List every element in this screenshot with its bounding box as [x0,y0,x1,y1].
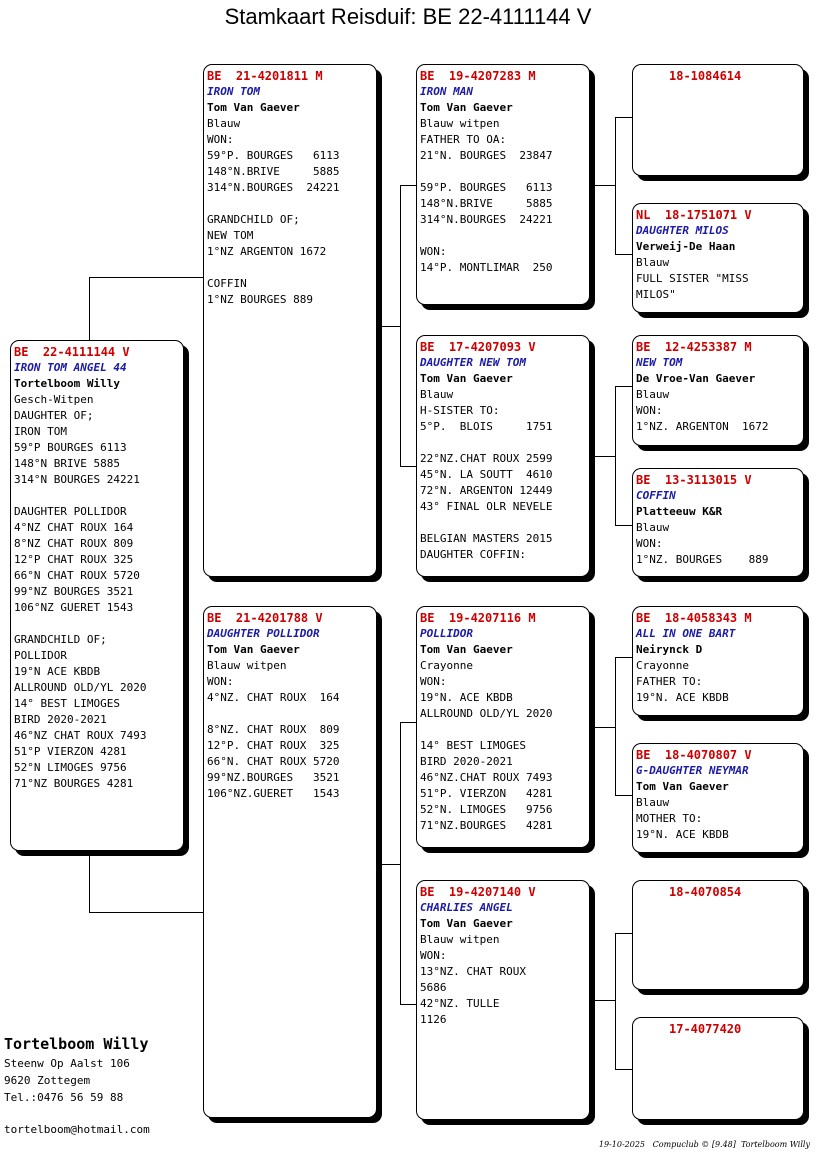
pigeon-details [636,520,799,568]
ring-number: 18-4070854 [669,885,742,899]
connector-line [615,117,633,118]
detail-line: FULL SISTER "MISS [636,272,749,285]
detail-line [420,515,585,531]
footer-credit: 19-10-2025 Compuclub © [9.48] Tortelboom Willy [598,1140,810,1149]
connector-line [400,722,401,1005]
pigeon-card-mf[interactable] [416,606,590,848]
breeder-name: Platteeuw K&R [636,505,723,518]
detail-line [14,488,179,504]
breeder-name: Verweij-De Haan [636,240,736,253]
detail-line: DAUGHTER POLLIDOR [14,505,127,518]
breeder-name: Tortelboom Willy [14,377,120,390]
detail-line: 148°N.BRIVE 5885 [420,197,553,210]
detail-line: 22°NZ.CHAT ROUX 2599 [420,452,553,465]
pigeon-details [636,658,799,706]
detail-line: 71°NZ BOURGES 4281 [14,777,134,790]
detail-line: Gesch-Witpen [14,393,94,406]
detail-line: BELGIAN MASTERS 2015 [420,532,553,545]
ring-number: BE 19-4207116 M [420,611,536,625]
detail-line: WON: [420,675,447,688]
connector-line [615,657,633,658]
connector-line [615,795,633,796]
breeder-name: Tom Van Gaever [420,643,513,656]
detail-line: GRANDCHILD OF; [14,633,107,646]
detail-line: 71°NZ.BOURGES 4281 [420,819,553,832]
detail-line: 8°NZ CHAT ROUX 809 [14,537,134,550]
pigeon-name: COFFIN [636,489,676,502]
ring-number: BE 19-4207283 M [420,69,536,83]
detail-line: FATHER TO: [636,675,703,688]
pigeon-card-ffm[interactable] [632,203,804,313]
detail-line [420,228,585,244]
detail-line: Blauw witpen [207,659,287,672]
detail-line: 52°N. LIMOGES 9756 [420,803,553,816]
owner-email: tortelboom@hotmail.com [4,1123,150,1136]
detail-line [207,260,372,276]
detail-line [420,164,585,180]
ring-number: BE 18-4058343 M [636,611,752,625]
pigeon-details [207,658,372,802]
breeder-name: Tom Van Gaever [420,372,513,385]
detail-line: 1°NZ ARGENTON 1672 [207,245,327,258]
detail-line: 19°N. ACE KBDB [636,691,729,704]
detail-line: ALLROUND OLD/YL 2020 [14,681,147,694]
detail-line: 148°N BRIVE 5885 [14,457,120,470]
pigeon-card-fm[interactable] [416,335,590,577]
detail-line: ALLROUND OLD/YL 2020 [420,707,553,720]
page-title: Stamkaart Reisduif: BE 22-4111144 V [224,4,592,29]
pigeon-card-subject[interactable] [10,340,184,851]
pigeon-details [14,392,179,792]
connector-line [615,254,633,255]
detail-line: Crayonne [636,659,689,672]
pigeon-card-mmm[interactable] [632,1017,804,1120]
connector-line [593,727,616,728]
detail-line: MOTHER TO: [636,812,703,825]
pigeon-name: NEW TOM [636,356,683,369]
detail-line: MILOS" [636,288,676,301]
ring-number: BE 21-4201811 M [207,69,323,83]
detail-line: 8°NZ. CHAT ROUX 809 [207,723,340,736]
connector-line [615,1069,633,1070]
connector-line [89,851,90,913]
detail-line: 99°NZ.BOURGES 3521 [207,771,340,784]
detail-line: 12°P. CHAT ROUX 325 [207,739,340,752]
breeder-name: Tom Van Gaever [207,101,300,114]
detail-line: 314°N BOURGES 24221 [14,473,140,486]
detail-line: 19°N. ACE KBDB [420,691,513,704]
connector-line [615,933,633,934]
detail-line: 59°P. BOURGES 6113 [207,149,340,162]
detail-line [207,196,372,212]
ring-number: BE 18-4070807 V [636,748,752,762]
pigeon-details [420,932,585,1028]
connector-line [593,185,616,186]
detail-line: 99°NZ BOURGES 3521 [14,585,134,598]
detail-line: WON: [207,675,234,688]
connector-line [89,277,90,341]
detail-line: GRANDCHILD OF; [207,213,300,226]
ring-number: BE 13-3113015 V [636,473,752,487]
pigeon-details [420,658,585,834]
connector-line [89,912,204,913]
owner-info [4,1033,150,1138]
connector-line [615,525,633,526]
pigeon-card-father[interactable] [203,64,377,577]
connector-line [615,386,633,387]
pigeon-name: POLLIDOR [420,627,473,640]
detail-line: 72°N. ARGENTON 12449 [420,484,553,497]
detail-line: 46°NZ.CHAT ROUX 7493 [420,771,553,784]
pigeon-card-mmf[interactable] [632,880,804,990]
pigeon-name: DAUGHTER NEW TOM [420,356,526,369]
detail-line: DAUGHTER COFFIN: [420,548,526,561]
pigeon-name: DAUGHTER POLLIDOR [207,627,320,640]
connector-line [400,185,401,467]
detail-line: 14° BEST LIMOGES [14,697,120,710]
pigeon-details [420,116,585,276]
detail-line: 45°N. LA SOUTT 4610 [420,468,553,481]
pigeon-card-mff[interactable] [632,606,804,716]
detail-line: Blauw witpen [420,117,500,130]
detail-line: 14°P. MONTLIMAR 250 [420,261,553,274]
detail-line: Blauw [420,388,454,401]
detail-line: POLLIDOR [14,649,67,662]
connector-line [89,277,204,278]
detail-line: 43° FINAL OLR NEVELE [420,500,553,513]
detail-line [207,706,372,722]
detail-line: 51°P. VIERZON 4281 [420,787,553,800]
pigeon-card-fff[interactable] [632,64,804,176]
ring-number: BE 17-4207093 V [420,340,536,354]
detail-line: BIRD 2020-2021 [420,755,513,768]
detail-line: 12°P CHAT ROUX 325 [14,553,134,566]
detail-line: Blauw [636,796,670,809]
connector-line [615,117,616,255]
breeder-name: De Vroe-Van Gaever [636,372,756,385]
detail-line: 106°NZ.GUERET 1543 [207,787,340,800]
detail-line: 314°N.BOURGES 24221 [207,181,340,194]
ring-number: BE 12-4253387 M [636,340,752,354]
detail-line: IRON TOM [14,425,67,438]
pigeon-details [207,116,372,308]
detail-line: WON: [636,537,663,550]
detail-line [14,616,179,632]
detail-line: 148°N.BRIVE 5885 [207,165,340,178]
detail-line: 21°N. BOURGES 23847 [420,149,553,162]
ring-number: BE 22-4111144 V [14,345,130,359]
connector-line [615,657,616,796]
pigeon-card-fmf[interactable] [632,335,804,446]
detail-line: WON: [636,404,663,417]
pigeon-name: IRON TOM [207,85,260,98]
pigeon-name: G-DAUGHTER NEYMAR [636,764,749,777]
ring-number: 18-1084614 [669,69,742,83]
pigeon-card-ff[interactable] [416,64,590,305]
connector-line [400,722,417,723]
owner-name: Tortelboom Willy [4,1035,149,1053]
pigeon-name: IRON TOM ANGEL 44 [14,361,127,374]
detail-line: 5°P. BLOIS 1751 [420,420,553,433]
pigeon-card-mfm[interactable] [632,743,804,853]
connector-line [615,933,616,1070]
detail-line: 1°NZ. BOURGES 889 [636,553,769,566]
pigeon-details [420,387,585,563]
detail-line: 4°NZ CHAT ROUX 164 [14,521,134,534]
detail-line: 14° BEST LIMOGES [420,739,526,752]
detail-line: Blauw [636,521,670,534]
ring-number: 17-4077420 [669,1022,742,1036]
detail-line: Crayonne [420,659,473,672]
detail-line: 106°NZ GUERET 1543 [14,601,134,614]
ring-number: BE 19-4207140 V [420,885,536,899]
pigeon-details [636,387,799,435]
detail-line: Blauw [636,388,670,401]
connector-line [380,864,401,865]
connector-line [400,466,417,467]
breeder-name: Tom Van Gaever [420,917,513,930]
detail-line: WON: [420,949,447,962]
detail-line: 52°N LIMOGES 9756 [14,761,127,774]
pigeon-card-mother[interactable] [203,606,377,1118]
pigeon-card-mm[interactable] [416,880,590,1120]
detail-line: 1126 [420,1013,447,1026]
detail-line: 59°P BOURGES 6113 [14,441,127,454]
detail-line: 1°NZ. ARGENTON 1672 [636,420,769,433]
breeder-name: Neirynck D [636,643,703,656]
detail-line [420,722,585,738]
breeder-name: Tom Van Gaever [636,780,729,793]
detail-line: Blauw witpen [420,933,500,946]
breeder-name: Tom Van Gaever [420,101,513,114]
connector-line [400,185,417,186]
detail-line: 42°NZ. TULLE [420,997,500,1010]
connector-line [593,456,616,457]
detail-line: WON: [420,245,447,258]
pigeon-details [636,795,799,843]
connector-line [615,386,616,526]
owner-street: Steenw Op Aalst 106 [4,1057,130,1070]
detail-line: Blauw [207,117,241,130]
connector-line [593,1000,616,1001]
owner-city: 9620 Zottegem [4,1074,91,1087]
detail-line: WON: [207,133,234,146]
ring-number: NL 18-1751071 V [636,208,752,222]
detail-line: 51°P VIERZON 4281 [14,745,127,758]
detail-line: FATHER TO OA: [420,133,507,146]
pigeon-name: IRON MAN [420,85,473,98]
pigeon-name: CHARLIES ANGEL [420,901,513,914]
detail-line: 59°P. BOURGES 6113 [420,181,553,194]
detail-line: 13°NZ. CHAT ROUX [420,965,526,978]
detail-line: DAUGHTER OF; [14,409,94,422]
detail-line [420,435,585,451]
detail-line: 4°NZ. CHAT ROUX 164 [207,691,340,704]
detail-line: H-SISTER TO: [420,404,500,417]
pigeon-name: ALL IN ONE BART [636,627,736,640]
detail-line: NEW TOM [207,229,254,242]
detail-line: 66°N CHAT ROUX 5720 [14,569,140,582]
detail-line: 5686 [420,981,447,994]
pigeon-details [636,255,799,303]
connector-line [400,1004,417,1005]
connector-line [380,326,401,327]
owner-phone: Tel.:0476 56 59 88 [4,1091,124,1104]
ring-number: BE 21-4201788 V [207,611,323,625]
breeder-name: Tom Van Gaever [207,643,300,656]
pigeon-name: DAUGHTER MILOS [636,224,729,237]
detail-line: 19°N. ACE KBDB [636,828,729,841]
detail-line: 46°NZ CHAT ROUX 7493 [14,729,147,742]
detail-line: BIRD 2020-2021 [14,713,107,726]
detail-line: 1°NZ BOURGES 889 [207,293,313,306]
pigeon-card-fmm[interactable] [632,468,804,577]
detail-line: COFFIN [207,277,247,290]
detail-line: 66°N. CHAT ROUX 5720 [207,755,340,768]
detail-line: Blauw [636,256,670,269]
detail-line: 314°N.BOURGES 24221 [420,213,553,226]
detail-line: 19°N ACE KBDB [14,665,101,678]
